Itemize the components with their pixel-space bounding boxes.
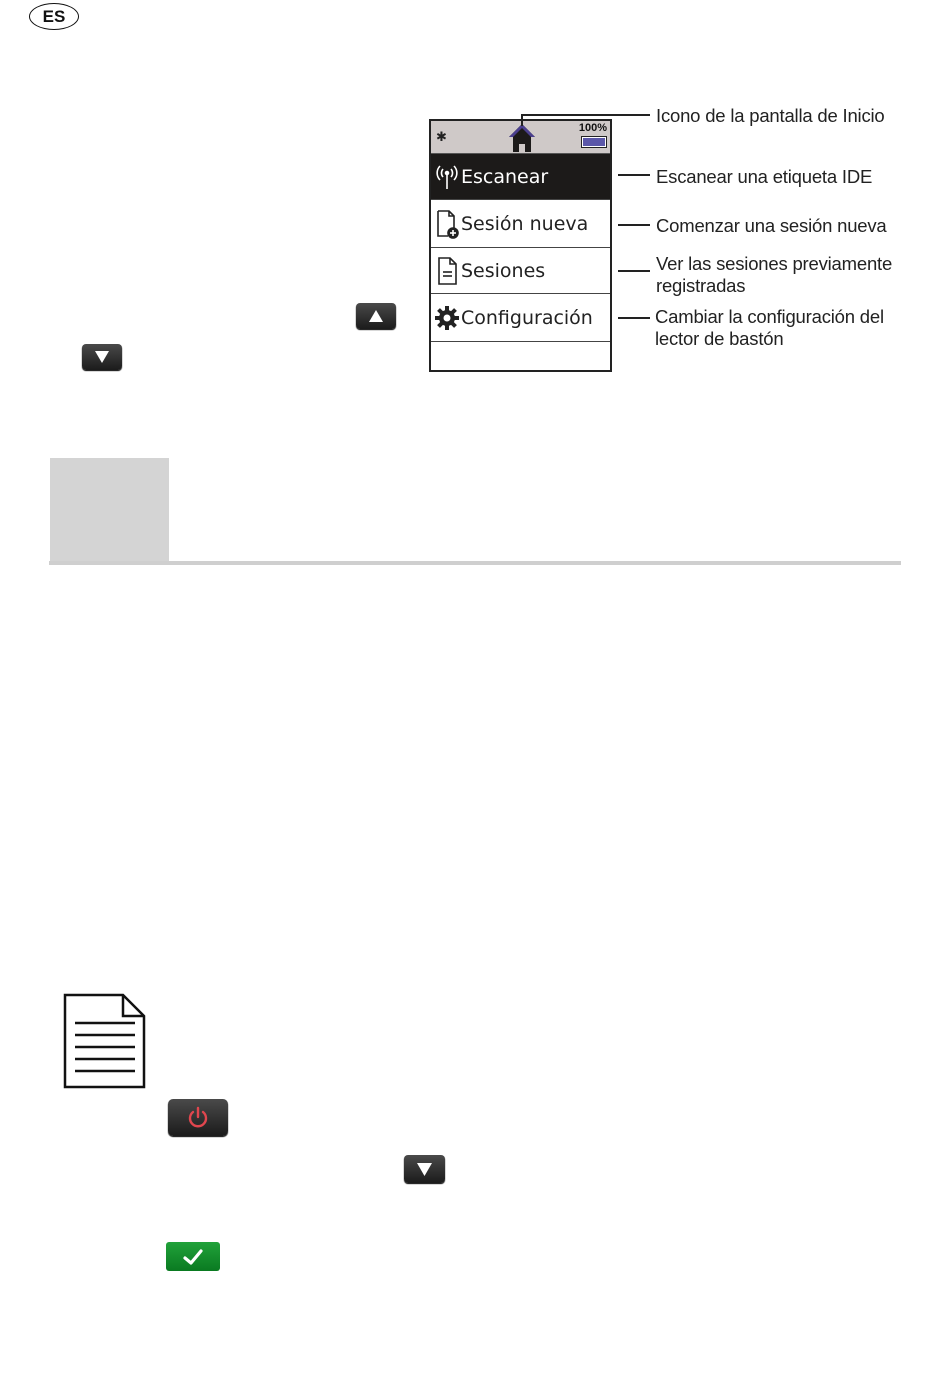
callout-line-sessions bbox=[618, 270, 650, 272]
new-session-doc-icon bbox=[433, 209, 461, 239]
callout-settings-line1: Cambiar la configuración del bbox=[655, 306, 884, 327]
down-arrow-icon bbox=[95, 351, 109, 363]
down-arrow-icon bbox=[417, 1163, 432, 1176]
language-badge-label: ES bbox=[42, 6, 66, 26]
callout-line-home-drop bbox=[521, 114, 523, 126]
callout-new-session: Comenzar una sesión nueva bbox=[656, 215, 887, 236]
bluetooth-icon: ✱ bbox=[436, 129, 447, 144]
battery-fill bbox=[583, 138, 605, 146]
section-divider bbox=[49, 561, 901, 565]
down-key-2 bbox=[404, 1155, 445, 1183]
menu-item-sesiones[interactable] bbox=[431, 248, 610, 294]
menu-label-sesion-nueva: Sesión nueva bbox=[461, 212, 589, 235]
menu-label-sesiones: Sesiones bbox=[461, 259, 546, 282]
device-home-screen bbox=[429, 119, 612, 372]
down-key bbox=[82, 344, 122, 370]
note-document-icon bbox=[63, 993, 147, 1089]
callout-line-scan bbox=[618, 174, 650, 176]
menu-item-configuracion[interactable] bbox=[431, 294, 610, 342]
sessions-doc-icon bbox=[433, 256, 461, 286]
callout-line-home bbox=[522, 114, 650, 116]
callout-line-settings bbox=[618, 317, 650, 319]
language-badge bbox=[29, 3, 79, 30]
section-header-block bbox=[50, 458, 169, 562]
power-icon bbox=[186, 1106, 210, 1130]
callout-sessions-line2: registradas bbox=[656, 275, 746, 296]
confirm-key bbox=[166, 1242, 220, 1271]
battery-percentage: 100% bbox=[578, 122, 607, 134]
menu-item-sesion-nueva[interactable] bbox=[431, 200, 610, 248]
check-icon bbox=[182, 1248, 204, 1266]
callout-home: Icono de la pantalla de Inicio bbox=[656, 105, 885, 126]
up-arrow-icon bbox=[369, 310, 383, 322]
callout-scan: Escanear una etiqueta IDE bbox=[656, 166, 873, 187]
menu-item-empty bbox=[431, 342, 610, 370]
menu-label-escanear: Escanear bbox=[461, 165, 549, 188]
scan-antenna-icon bbox=[433, 164, 461, 190]
up-key bbox=[356, 303, 396, 329]
menu-label-configuracion: Configuración bbox=[461, 306, 593, 329]
battery-icon bbox=[581, 136, 607, 148]
gear-icon bbox=[433, 305, 461, 331]
callout-settings-line2: lector de bastón bbox=[655, 328, 784, 349]
power-key bbox=[168, 1099, 228, 1136]
menu-item-escanear[interactable] bbox=[431, 154, 610, 200]
callout-sessions-line1: Ver las sesiones previamente bbox=[656, 253, 893, 274]
callout-line-new-session bbox=[618, 224, 650, 226]
